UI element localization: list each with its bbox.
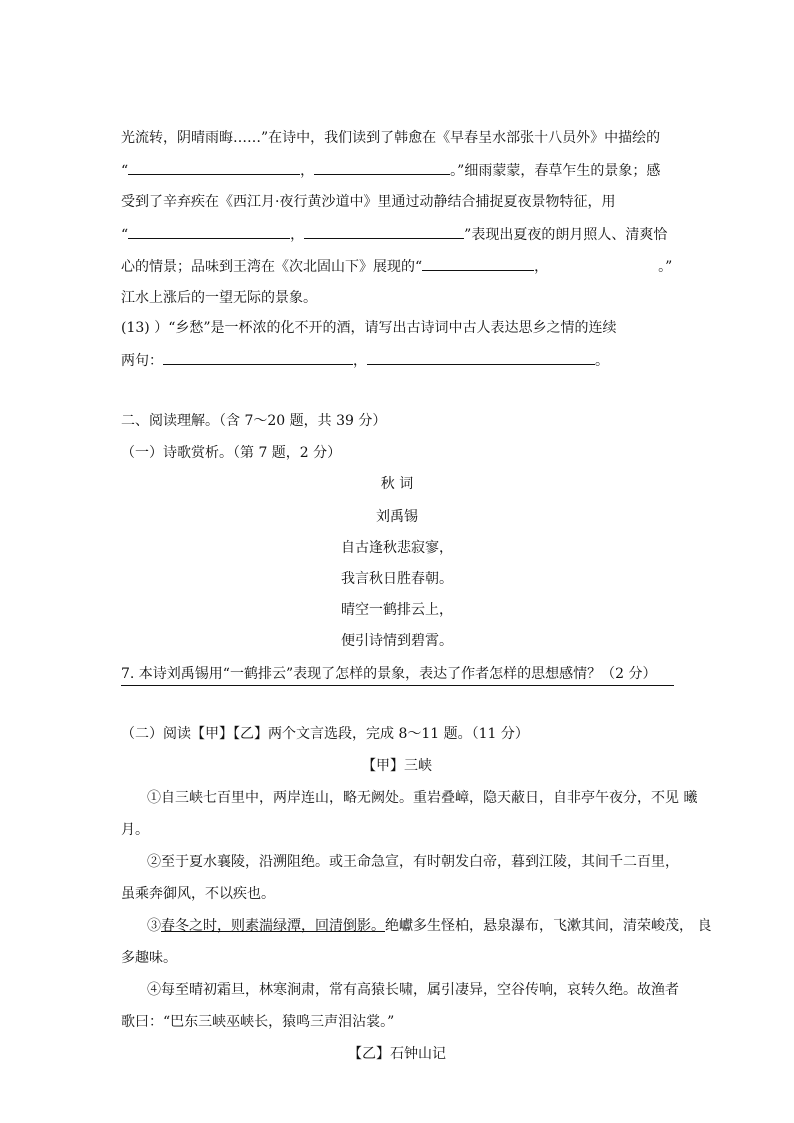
paragraph-2: ②至于夏水襄陵，沿溯阻绝。或王命急宣，有时朝发白帝，暮到江陵，其间千二百里， (147, 854, 679, 870)
question-7: 7. 本诗刘禹锡用“一鹤排云”表现了怎样的景象，表达了作者怎样的思想感情？（2 分） (121, 666, 657, 682)
answer-line[interactable] (121, 685, 674, 686)
poem-line: 晴空一鹤排云上， (341, 602, 453, 618)
answer-blank[interactable] (128, 160, 300, 175)
q13-line-2: 两句： ， 。 (121, 350, 609, 371)
answer-blank[interactable] (548, 256, 658, 271)
answer-blank[interactable] (128, 224, 290, 239)
q12-line-3: 受到了辛弃疾在《西江月·夜行黄沙道中》里通过动静结合捕捉夏夜景物特征，用 (121, 194, 616, 210)
passage-jia-title: 【甲】三峡 (362, 758, 432, 774)
poem-author: 刘禹锡 (376, 509, 418, 525)
q12-line-4: “ ， ”表现出夏夜的朗月照人、清爽恰 (121, 224, 667, 245)
paragraph-1: ①自三峡七百里中，两岸连山，略无阙处。重岩叠嶂，隐天蔽日，自非亭午夜分，不见 曦 (147, 790, 698, 806)
underlined-sentence: 春冬之时，则素湍绿潭，回清倒影。 (161, 918, 385, 934)
paragraph-4: ④每至晴初霜旦，林寒涧肃，常有高猿长啸，属引凄异，空谷传响，哀转久绝。故渔者 (147, 982, 679, 998)
poem-line: 自古逢秋悲寂寥， (341, 540, 453, 556)
poem-title: 秋 词 (380, 476, 414, 492)
q12-line-1: 光流转，阴晴雨晦……”在诗中，我们读到了韩愈在《早春呈水部张十八员外》中描绘的 (121, 130, 661, 146)
poem-line: 我言秋日胜春朝。 (341, 571, 453, 587)
answer-blank[interactable] (163, 350, 353, 365)
paragraph-2-cont: 虽乘奔御风，不以疾也。 (121, 886, 275, 902)
q12-line-6: 江水上涨后的一望无际的景象。 (121, 290, 317, 306)
q13-line-1: (13) ）“乡愁”是一杯浓的化不开的酒，请写出古诗词中古人表达思乡之情的连续 (121, 320, 617, 336)
paragraph-3: ③春冬之时，则素湍绿潭，回清倒影。绝巘多生怪柏，悬泉瀑布，飞漱其间，清荣峻茂， 良 (147, 918, 712, 934)
answer-blank[interactable] (304, 224, 464, 239)
subsection-heading-2: （二）阅读【甲】【乙】两个文言选段，完成 8～11 题。（11 分） (121, 726, 529, 742)
poem-line: 便引诗情到碧霄。 (341, 633, 453, 649)
q12-line-5: 心的情景；品味到王湾在《次北固山下》展现的“ ， 。” (121, 256, 672, 277)
answer-blank[interactable] (422, 256, 534, 271)
paragraph-4-cont: 歌曰：“巴东三峡巫峡长，猿鸣三声泪沾裳。” (121, 1014, 395, 1030)
answer-blank[interactable] (367, 350, 595, 365)
paragraph-3-cont: 多趣味。 (121, 950, 177, 966)
section-heading: 二、阅读理解。（含 7～20 题，共 39 分） (121, 413, 387, 429)
answer-blank[interactable] (314, 160, 450, 175)
paragraph-1-cont: 月。 (121, 822, 149, 838)
subsection-heading: （一）诗歌赏析。（第 7 题，2 分） (121, 445, 342, 461)
passage-yi-title: 【乙】石钟山记 (348, 1046, 446, 1062)
q12-line-2: “ ， 。”细雨蒙蒙，春草乍生的景象；感 (121, 160, 660, 181)
